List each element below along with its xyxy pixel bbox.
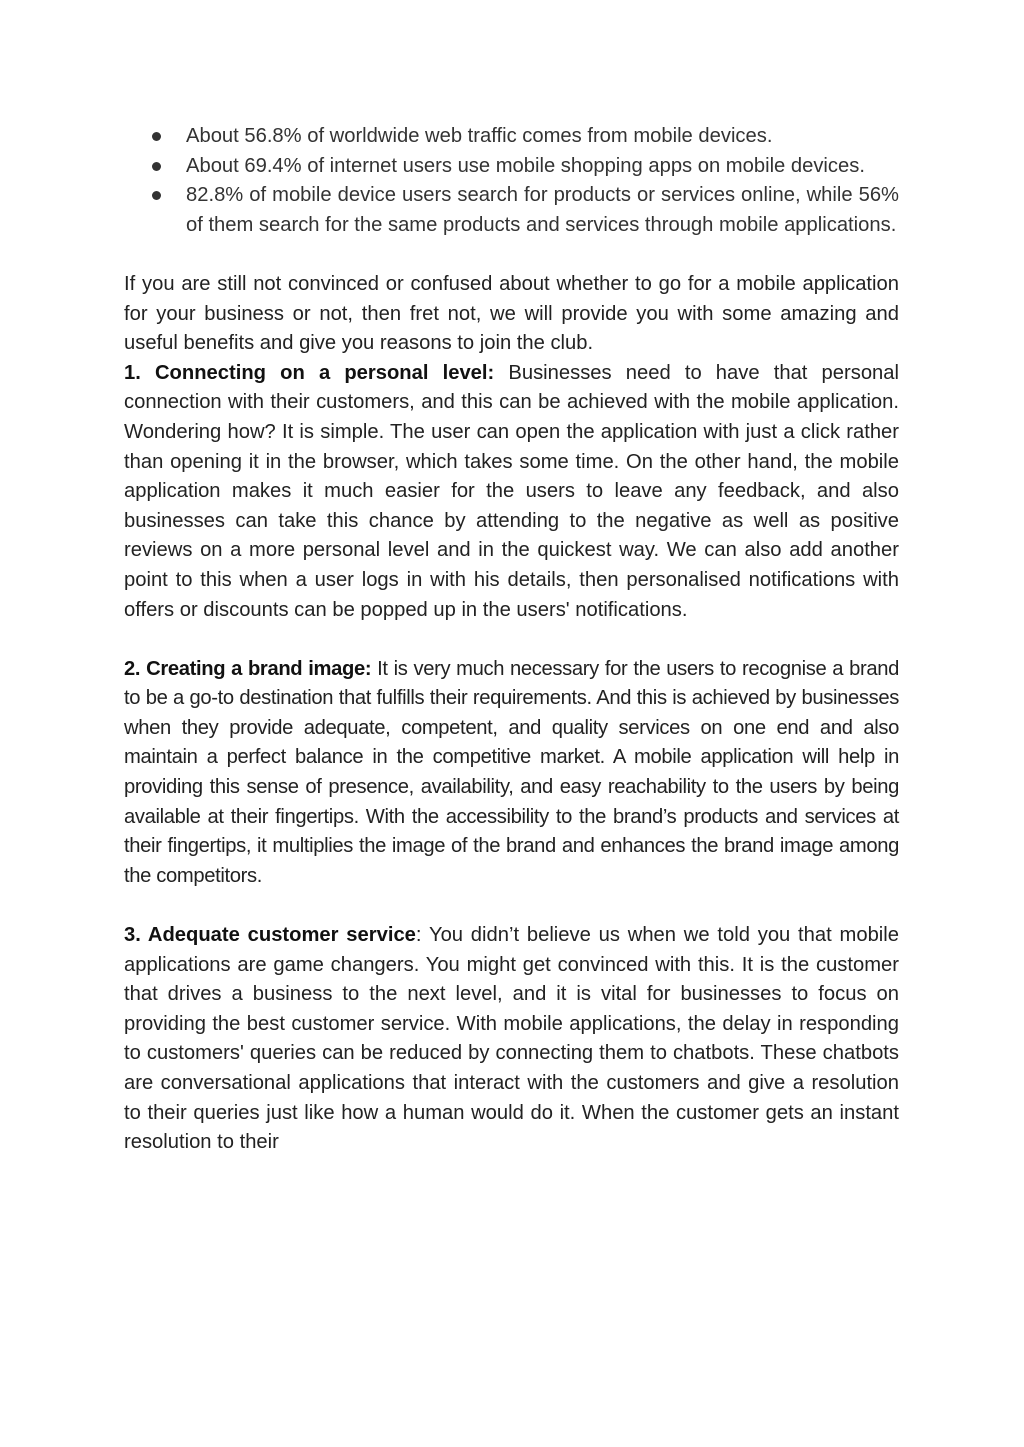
bullet-item: [186, 181, 899, 240]
section-heading: 1. Connecting on a personal level:: [124, 361, 495, 384]
paragraph-spacer: [124, 625, 899, 655]
section-heading: 2. Creating a brand image:: [124, 657, 372, 680]
section-body: It is very much necessary for the users to recognise a brand to be a go-to destination that fulfills their requirements. And this is achieved by businesses when they provide adequate, competent, and quality services on one end and also maintain a perfect balance in the competitive market. A mobile application will help in providing this sense of presence, availability, and easy reachability to the users by being available at their fingertips. With the accessibility to the brand’s products and services at their fingertips, it multiplies the image of the brand and enhances the brand image among the competitors.: [124, 657, 899, 887]
section-brand-image: [124, 655, 899, 892]
paragraph-spacer: [124, 240, 899, 270]
bullet-item: [186, 122, 899, 152]
bullet-text: About 56.8% of worldwide web traffic comes from mobile devices.: [186, 125, 773, 147]
document-body: [124, 122, 899, 1158]
bullet-text: About 69.4% of internet users use mobile shopping apps on mobile devices.: [186, 154, 865, 177]
section-body: : You didn’t believe us when we told you that mobile applications are game changers. You might get convinced with this. It is the customer that drives a business to the next level, and it is vital for businesses to focus on providing the best customer service. With mobile applications, the delay in responding to customers' queries can be reduced by connecting them to chatbots. These chatbots are conversational applications that interact with the customers and give a resolution to their queries just like how a human would do it. When the customer gets an instant resolution to their: [124, 924, 899, 1154]
paragraph-spacer: [124, 891, 899, 921]
bullet-dot-icon: [152, 132, 161, 141]
bullet-text: 82.8% of mobile device users search for products or services online, while 56% of them search for the same products and services through mobile applications.: [186, 184, 899, 236]
section-customer-service: [124, 921, 899, 1158]
bullet-dot-icon: [152, 162, 161, 171]
intro-paragraph: If you are still not convinced or confused about whether to go for a mobile application for your business or not, then fret not, we will provide you with some amazing and useful benefits and give you reasons to join the club.: [124, 272, 899, 355]
bullet-item: [186, 152, 899, 182]
statistics-bullet-list: [124, 122, 899, 240]
bullet-dot-icon: [152, 191, 161, 200]
section-personal-level: [124, 359, 899, 625]
section-heading: 3. Adequate customer service: [124, 924, 416, 947]
section-body: Businesses need to have that personal connection with their customers, and this can be achieved with the mobile application. Wondering how? It is simple. The user can open the application with just a click rather than opening it in the browser, which takes some time. On the other hand, the mobile application makes it much easier for the users to leave any feedback, and also businesses can take this chance by attending to the negative as well as positive reviews on a more personal level and in the quickest way. We can also add another point to this when a user logs in with his details, then personalised notifications with offers or discounts can be popped up in the users' notifications.: [124, 361, 899, 621]
